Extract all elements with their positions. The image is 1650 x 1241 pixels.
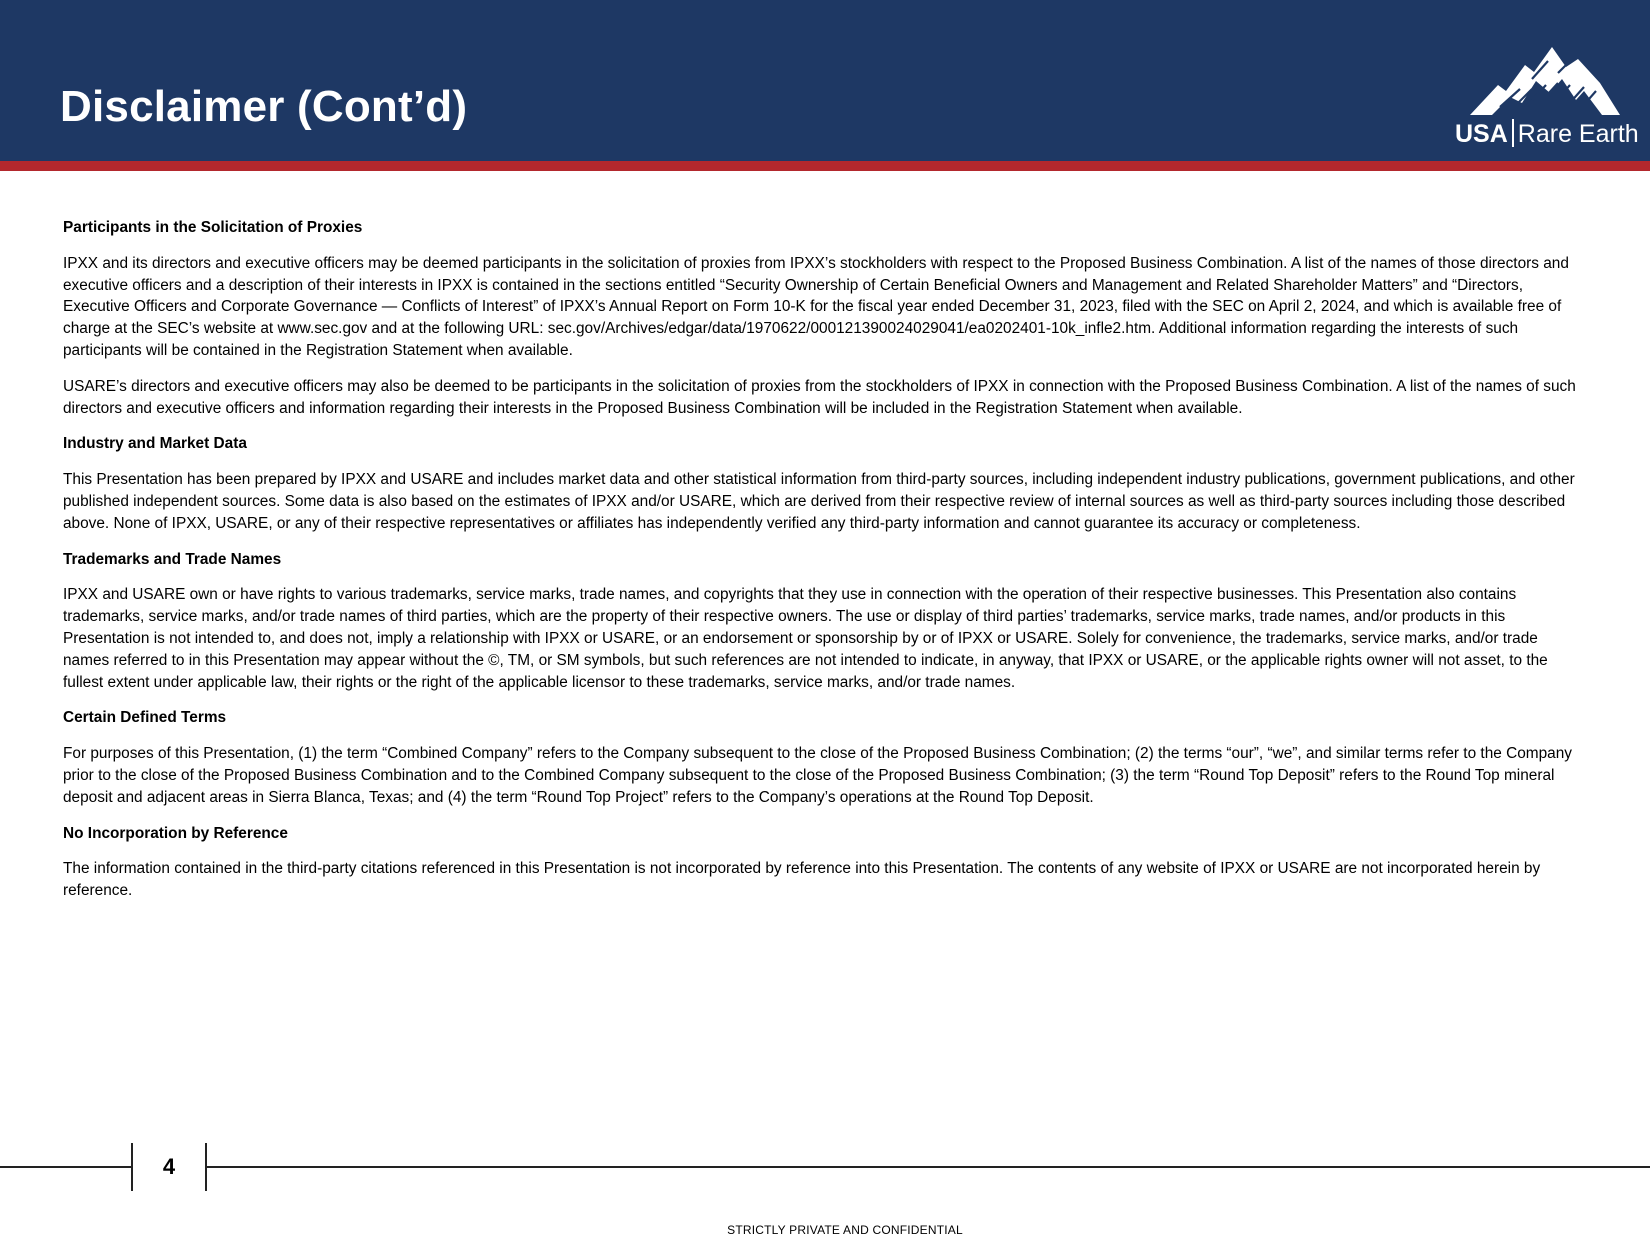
section-heading: Trademarks and Trade Names bbox=[63, 550, 282, 568]
footer-rule-left bbox=[0, 1166, 132, 1168]
section-paragraph: For purposes of this Presentation, (1) the term “Combined Company” refers to the Company subsequent to the close of the Proposed Business Combination; (2) the terms “our”, “we”, and similar terms refer to the Company prior to the close of the Proposed Business Combination and to the Combined Company subsequent to the close of the Proposed Business Combination; (3) the term “Round Top Deposit” refers to the Round Top mineral deposit and adjacent areas in Sierra Blanca, Texas; and (4) the term “Round Top Project” refers to the Company’s operations at the Round Top Deposit. bbox=[63, 745, 1572, 806]
section-defined-terms bbox=[63, 707, 1583, 808]
section-paragraph: The information contained in the third-party citations referenced in this Presentation is not incorporated by reference into this Presentation. The contents of any website of IPXX or USARE are not incorporated herein by reference. bbox=[63, 860, 1541, 900]
header-bar bbox=[0, 0, 1650, 161]
section-trademarks bbox=[63, 549, 1583, 694]
section-heading: Participants in the Solicitation of Proxies bbox=[63, 219, 363, 236]
confidentiality-notice: STRICTLY PRIVATE AND CONFIDENTIAL bbox=[727, 1223, 963, 1237]
section-paragraph: This Presentation has been prepared by IPXX and USARE and includes market data and other statistical information from third-party sources, including independent industry publications, government publications, and other published independent sources. Some data is also based on the estimates of IPXX and/or USARE, which are derived from their respective review of internal sources as well as third-party sources including those described above. None of IPXX, USARE, or any of their respective representatives or affiliates has independently verified any third-party information and cannot guarantee its accuracy or completeness. bbox=[63, 471, 1575, 532]
section-industry-market-data bbox=[63, 433, 1583, 534]
company-logo bbox=[1450, 45, 1640, 155]
page-title: Disclaimer (Cont’d) bbox=[60, 82, 468, 131]
section-heading: No Incorporation by Reference bbox=[63, 824, 288, 842]
section-paragraph: USARE’s directors and executive officers may also be deemed to be participants in the solicitation of proxies from the stockholders of IPXX in connection with the Proposed Business Combination. A list of the names of such directors and executive officers and information regarding their interests in the Proposed Business Combination will be included in the Registration Statement when available. bbox=[63, 377, 1576, 417]
section-no-incorporation bbox=[63, 823, 1583, 902]
logo-name-text: Rare Earth bbox=[1517, 120, 1639, 148]
logo-usa-text: USA bbox=[1455, 120, 1508, 148]
section-proxy-participants bbox=[63, 217, 1583, 419]
logo-wordmark bbox=[1455, 119, 1639, 149]
section-paragraph: IPXX and its directors and executive officers may be deemed participants in the solicitation of proxies from IPXX’s stockholders with respect to the Proposed Business Combination. A list of the names of those directors and executive officers and a description of their interests in IPXX is contained in the sections entitled “Security Ownership of Certain Beneficial Owners and Management and Related Shareholder Matters” and “Directors, Executive Officers and Corporate Governance — Conflicts of Interest” of IPXX’s Annual Report on Form 10-K for the fiscal year ended December 31, 2023, filed with the SEC on April 2, 2024, and which is available free of charge at the SEC’s website at www.sec.gov and at the following URL: sec.gov/Archives/edgar/data/1970622/000121390024029041/ea0202401-10k_infle2.htm. Additional information regarding the interests of such participants will be contained in the Registration Statement when available. bbox=[63, 254, 1569, 359]
section-heading: Industry and Market Data bbox=[63, 435, 247, 453]
section-heading: Certain Defined Terms bbox=[63, 709, 227, 727]
mountain-logo-icon bbox=[1470, 45, 1620, 117]
logo-divider bbox=[1512, 119, 1514, 147]
header-accent-stripe bbox=[0, 161, 1650, 171]
section-paragraph: IPXX and USARE own or have rights to various trademarks, service marks, trade names, and copyrights that they use in connection with the operation of their respective businesses. This Presentation also contains trademarks, service marks, and/or trade names of third parties, which are the property of their respective owners. The use or display of third parties’ trademarks, service marks, trade names, and/or products in this Presentation is not intended to, and does not, imply a relationship with IPXX or USARE, or an endorsement or sponsorship by or of IPXX or USARE. Solely for convenience, the trademarks, service marks, and/or trade names referred to in this Presentation may appear without the ©, TM, or SM symbols, but such references are not intended to indicate, in anyway, that IPXX or USARE, or the applicable rights owner will not asset, to the fullest extent under applicable law, their rights or the right of the applicable licensor to these trademarks, service marks, and/or trade names. bbox=[63, 586, 1548, 691]
page-number: 4 bbox=[162, 1154, 176, 1179]
footer-rule-right bbox=[206, 1166, 1650, 1168]
disclaimer-body bbox=[63, 217, 1583, 916]
